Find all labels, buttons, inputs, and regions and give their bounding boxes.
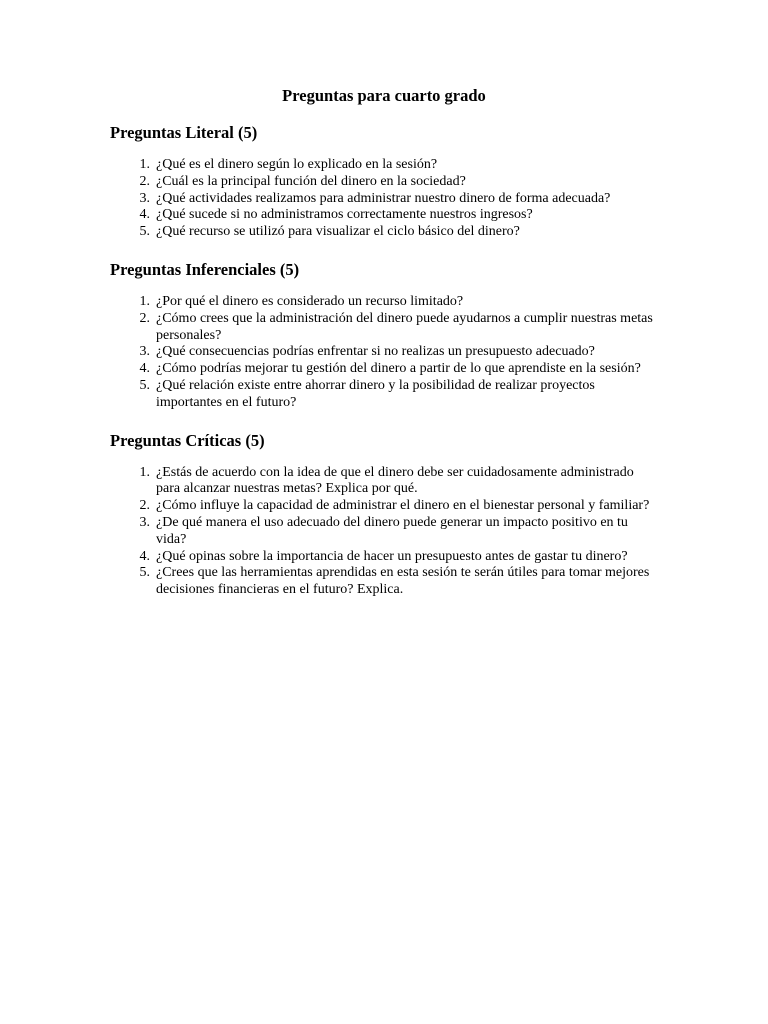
question-number: 3. bbox=[139, 344, 150, 360]
question-item bbox=[110, 378, 658, 412]
question-number: 4. bbox=[139, 207, 150, 223]
question-number: 5. bbox=[139, 565, 150, 581]
question-item bbox=[110, 465, 658, 499]
question-list bbox=[110, 294, 658, 412]
question-text: ¿Qué recurso se utilizó para visualizar el ciclo básico del dinero? bbox=[156, 224, 520, 240]
question-section bbox=[110, 260, 658, 412]
question-text: ¿Qué es el dinero según lo explicado en la sesión? bbox=[156, 157, 438, 172]
section-heading: Preguntas Críticas (5) bbox=[110, 430, 265, 450]
section-heading: Preguntas Inferenciales (5) bbox=[110, 259, 300, 279]
question-number: 1. bbox=[139, 157, 150, 172]
question-text: ¿Cómo crees que la administración del dinero puede ayudarnos a cumplir nuestras metas personales? bbox=[156, 310, 653, 343]
question-text: ¿Qué sucede si no administramos correctamente nuestros ingresos? bbox=[156, 207, 533, 223]
question-item bbox=[110, 191, 658, 208]
question-text: ¿Qué consecuencias podrías enfrentar si no realizas un presupuesto adecuado? bbox=[156, 344, 595, 360]
question-list bbox=[110, 465, 658, 599]
question-list bbox=[110, 157, 658, 241]
question-section bbox=[110, 123, 658, 241]
section-heading: Preguntas Literal (5) bbox=[110, 123, 258, 142]
question-item bbox=[110, 174, 658, 191]
question-number: 3. bbox=[139, 190, 150, 206]
question-item bbox=[110, 311, 658, 345]
question-text: ¿Qué relación existe entre ahorrar dinero y la posibilidad de realizar proyectos importantes en el futuro? bbox=[156, 377, 595, 410]
question-text: ¿Por qué el dinero es considerado un recurso limitado? bbox=[156, 293, 464, 309]
question-item bbox=[110, 565, 658, 599]
question-item bbox=[110, 344, 658, 361]
question-number: 2. bbox=[139, 498, 150, 514]
question-text: ¿Qué opinas sobre la importancia de hacer un presupuesto antes de gastar tu dinero? bbox=[156, 548, 628, 564]
question-number: 4. bbox=[139, 361, 150, 377]
question-number: 2. bbox=[139, 310, 150, 326]
question-text: ¿Cómo podrías mejorar tu gestión del dinero a partir de lo que aprendiste en la sesión? bbox=[156, 361, 641, 377]
question-number: 5. bbox=[139, 224, 150, 240]
document-title: Preguntas para cuarto grado bbox=[282, 86, 486, 105]
question-item bbox=[110, 498, 658, 515]
question-text: ¿Cómo influye la capacidad de administrar el dinero en el bienestar personal y familiar? bbox=[156, 498, 650, 514]
question-item bbox=[110, 361, 658, 378]
question-item bbox=[110, 294, 658, 311]
question-number: 5. bbox=[139, 377, 150, 393]
question-number: 2. bbox=[139, 173, 150, 189]
question-item bbox=[110, 515, 658, 549]
question-number: 4. bbox=[139, 548, 150, 564]
question-item bbox=[110, 224, 658, 241]
question-text: ¿De qué manera el uso adecuado del dinero puede generar un impacto positivo en tu vida? bbox=[156, 514, 628, 547]
question-item bbox=[110, 207, 658, 224]
question-text: ¿Cuál es la principal función del dinero en la sociedad? bbox=[156, 173, 466, 189]
sections-container bbox=[110, 123, 658, 599]
question-section bbox=[110, 431, 658, 599]
question-text: ¿Estás de acuerdo con la idea de que el dinero debe ser cuidadosamente administrado para alcanzar nuestras metas? Explica por qué. bbox=[156, 464, 634, 497]
question-text: ¿Qué actividades realizamos para administrar nuestro dinero de forma adecuada? bbox=[156, 190, 611, 206]
question-item bbox=[110, 549, 658, 566]
question-number: 1. bbox=[139, 293, 150, 309]
question-number: 1. bbox=[139, 464, 150, 480]
question-item bbox=[110, 157, 658, 174]
question-text: ¿Crees que las herramientas aprendidas en esta sesión te serán útiles para tomar mejores decisiones financieras en el futuro? Explica. bbox=[156, 565, 650, 598]
question-number: 3. bbox=[139, 514, 150, 530]
